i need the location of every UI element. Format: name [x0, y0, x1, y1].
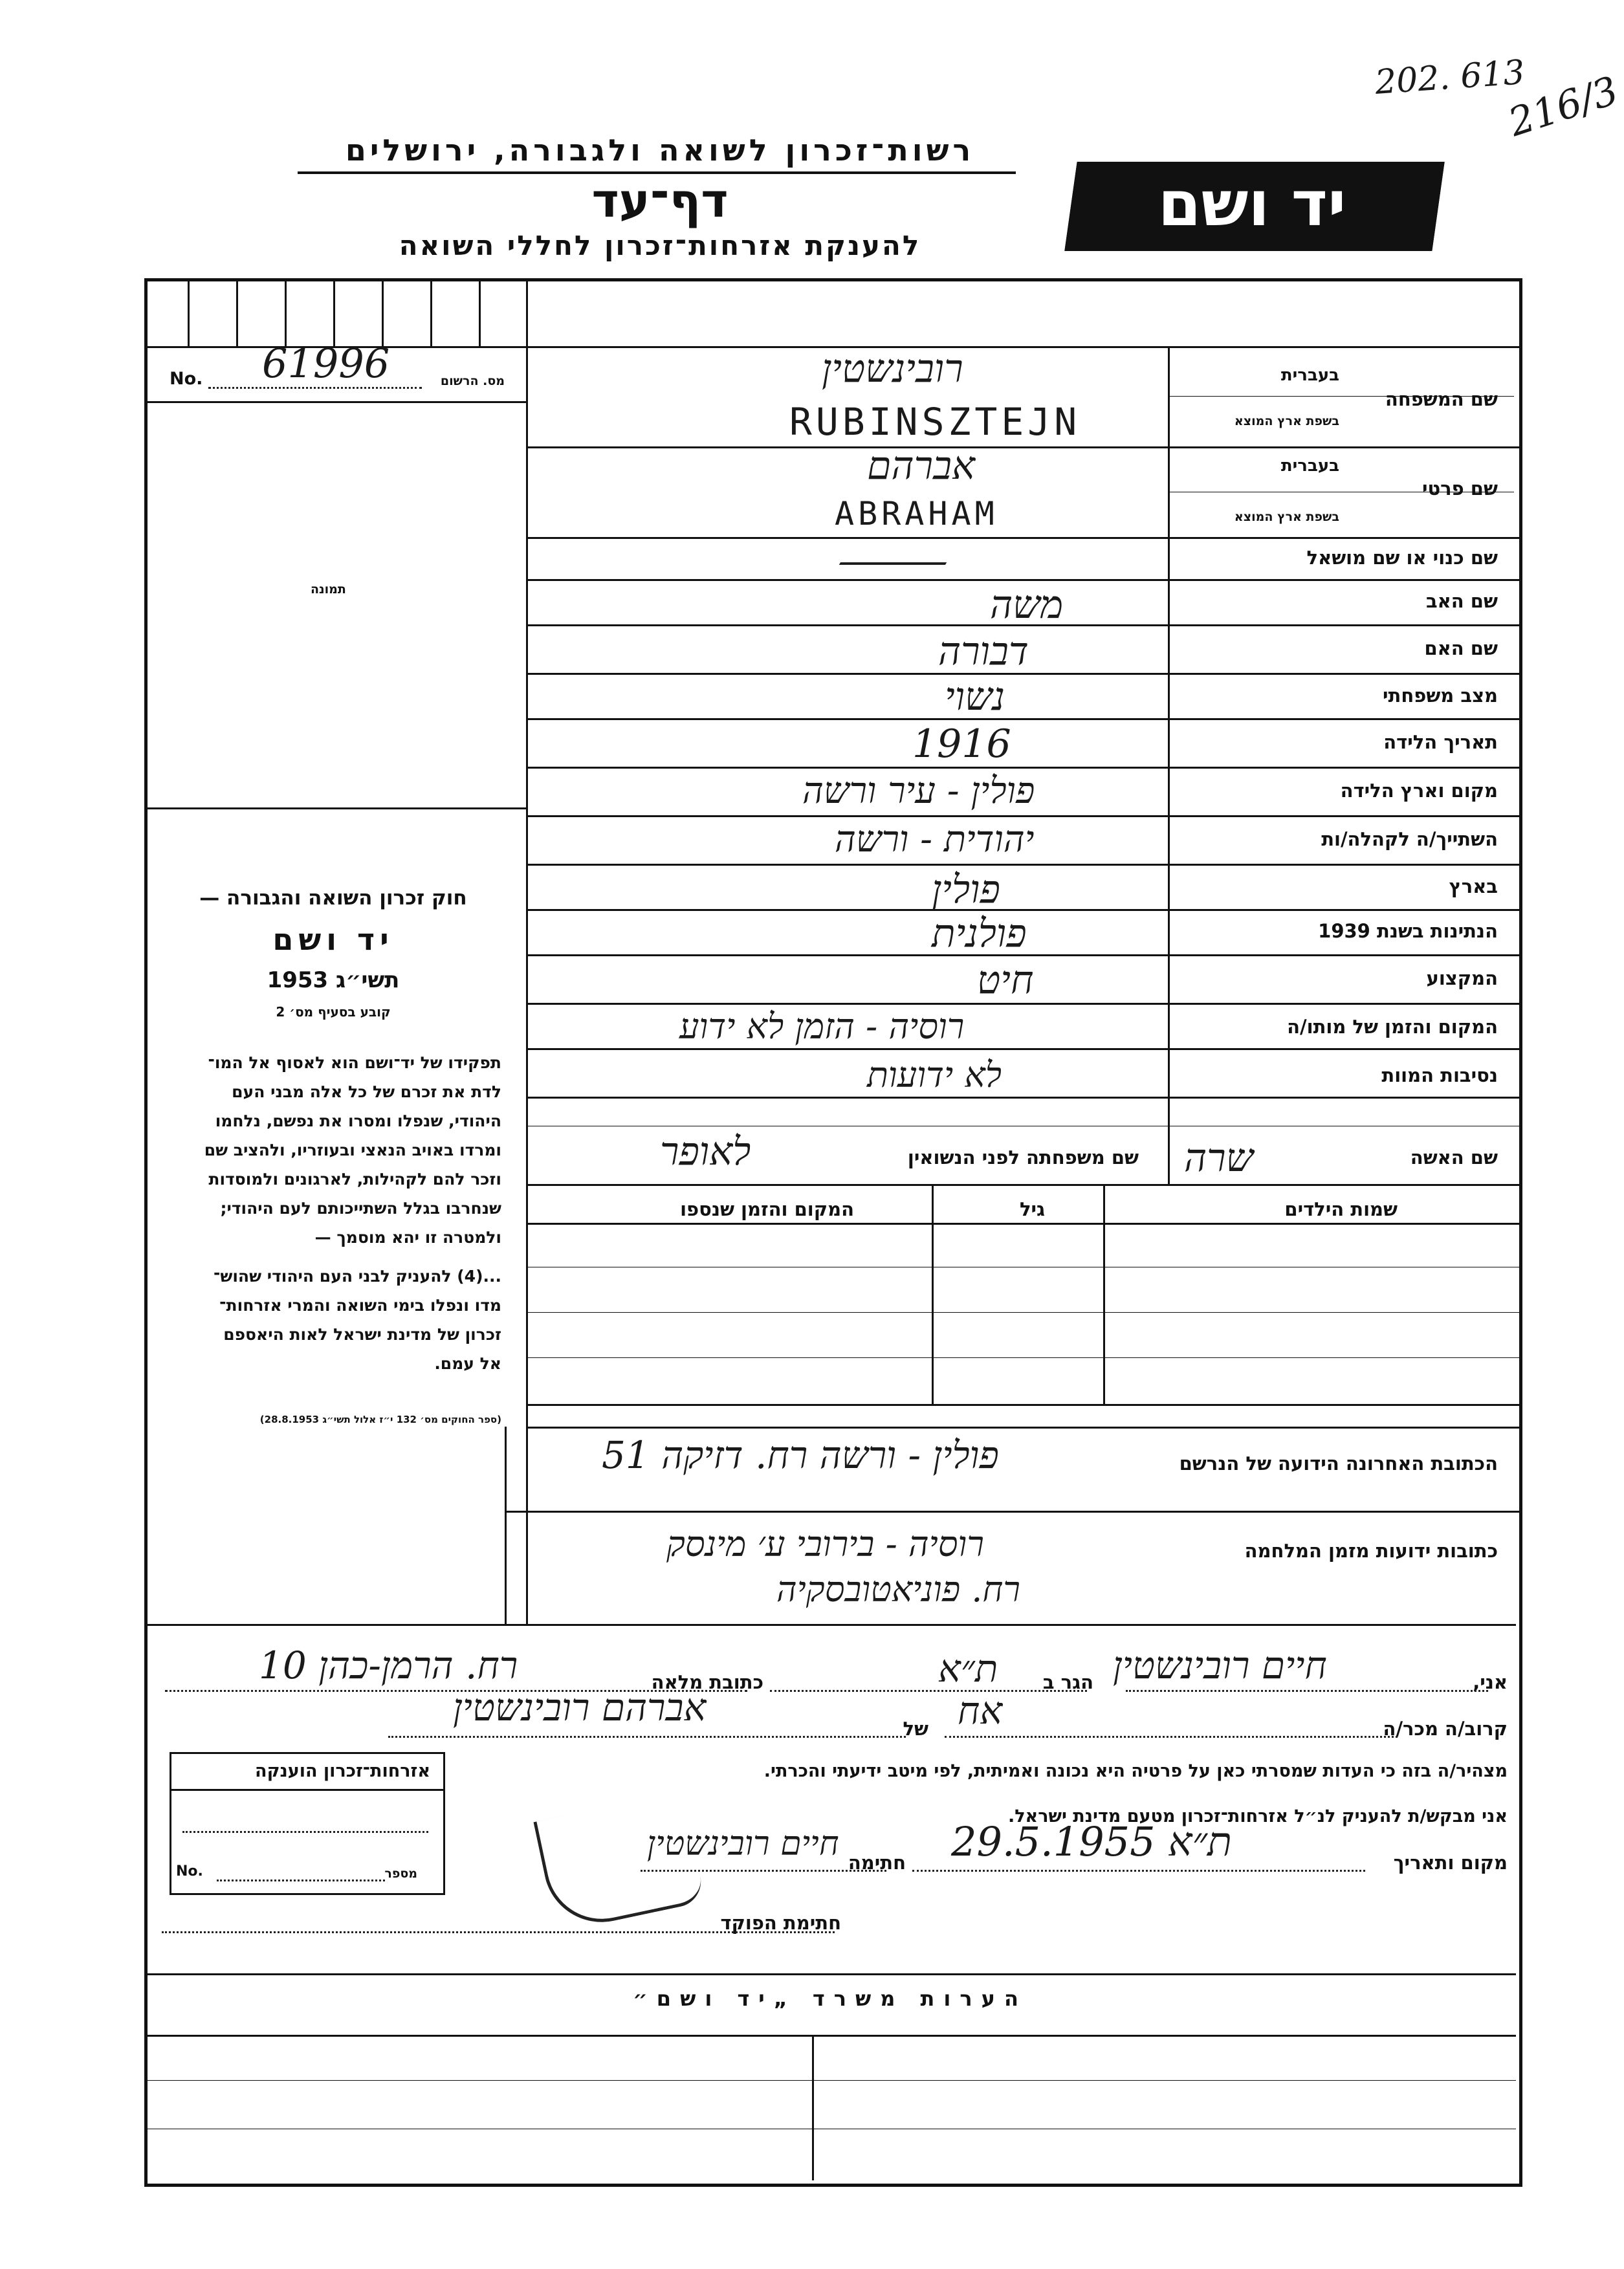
- father-label: שם האב: [1425, 590, 1498, 612]
- declarant-name: חיים רובינשטין: [1113, 1643, 1327, 1687]
- citizenship-1939-label: הנתינות בשנת 1939: [1318, 920, 1498, 942]
- community-label: השתייך/ה לקהלה/ות: [1321, 828, 1498, 850]
- law-title: חוק זכרון השואה והגבורה —: [199, 886, 467, 910]
- full-address-label: כתובת מלאה: [651, 1671, 763, 1693]
- profession-label: המקצוע: [1426, 967, 1498, 989]
- wife-maiden-label: שם משפחתה לפני הנשואין: [907, 1146, 1139, 1168]
- declaration-text-2: אני מבקש/ת להעניק לנ״ל אזרחות־זכרון מטעם מדינת ישראל.: [1007, 1806, 1508, 1826]
- birth-date-label: תאריך הלידה: [1383, 731, 1498, 753]
- yad-vashem-logo-text: יד ושם: [1158, 168, 1346, 240]
- place-date-label: מקום ותאריך: [1393, 1852, 1508, 1874]
- law-clause: קובע בסעיף מס׳ 2: [276, 1004, 391, 1020]
- mother-label: שם האם: [1424, 637, 1498, 659]
- declarant-city: ת״א: [938, 1647, 998, 1691]
- wife-maiden-value: לאופר: [660, 1129, 751, 1174]
- archive-reference: 202. 613: [1374, 52, 1526, 103]
- form-subtitle: להענקת אזרחות־זכרון לחללי השואה: [399, 230, 921, 261]
- war-address-value-1: רוסיה - בירובי ע׳ מינסק: [666, 1524, 984, 1564]
- declarant-ani-label: אני,: [1473, 1671, 1508, 1693]
- war-address-label: כתובות ידועות מזמן המלחמה: [1244, 1540, 1498, 1562]
- declaration-text-1: מצהיר/ה בזה כי העדות שמסרתי כאן על פרטיה היא נכונה ואמיתית, לפי מיטב ידיעתי והכרתי.: [763, 1761, 1508, 1781]
- last-address-label: הכתובת האחרונה הידועה של הנרשם: [1179, 1452, 1498, 1474]
- family-name-local: RUBINSZTEJN: [789, 400, 1081, 444]
- authority-heading: רשות־זכרון לשואה ולגבורה, ירושלים: [345, 133, 975, 168]
- full-address-value: רח. הרמן-כהן 10: [259, 1643, 518, 1687]
- nickname-value: —: [835, 538, 951, 584]
- community-value: יהודית - ורשה: [835, 818, 1035, 860]
- mother-value: דבורה: [938, 629, 1029, 674]
- profession-value: חיט: [977, 958, 1034, 1003]
- war-address-value-2: רח. פוניאטובסקיה: [776, 1569, 1020, 1610]
- family-name-label: שם המשפחה: [1385, 388, 1498, 410]
- law-name: יד ושם: [272, 922, 394, 957]
- wife-label: שם האשה: [1410, 1146, 1498, 1168]
- first-name-local-label: בשפת ארץ המוצא: [1234, 510, 1339, 524]
- country-label: בארץ: [1449, 875, 1498, 897]
- country-value: פולין: [932, 867, 1000, 912]
- signature-label: חתימה: [848, 1852, 906, 1874]
- birth-place-value: פולין - עיר ורשה: [802, 770, 1035, 812]
- family-name-hebrew-label: בעברית: [1280, 366, 1339, 385]
- relation-of-label: של: [903, 1718, 928, 1740]
- law-source: (ספר החוקים מס׳ 132 י״ז אלול תשי״ג 28.8.1953): [259, 1414, 501, 1425]
- law-year: תשי״ג 1953: [267, 967, 400, 993]
- marital-status-label: מצב משפחתי: [1382, 685, 1498, 707]
- official-signature-label: חתימת הפוקד: [720, 1912, 841, 1934]
- family-name-local-label: בשפת ארץ המוצא: [1234, 414, 1339, 428]
- citizenship-number-he: מספר: [384, 1867, 417, 1881]
- office-notes-title: הערות משרד „יד ושם״: [633, 1986, 1027, 2011]
- wife-name-value: שרה: [1184, 1135, 1254, 1181]
- children-names-header: שמות הילדים: [1284, 1198, 1398, 1220]
- relation-value: אח: [958, 1689, 1003, 1733]
- place-date-value: ת״א 29.5.1955: [951, 1818, 1232, 1865]
- death-place-time-label: המקום והזמן של מותו/ה: [1287, 1016, 1498, 1038]
- birth-place-label: מקום וארץ הלידה: [1340, 780, 1498, 802]
- last-address-value: פולין - ורשה רח. דזיקה 51: [602, 1433, 999, 1477]
- declarant-signature: חיים רובינשטין: [647, 1825, 839, 1863]
- photo-label: תמונה: [311, 582, 346, 597]
- first-name-hebrew: אברהם: [867, 443, 975, 488]
- citizenship-granted-title: אזרחות־זכרון הוענקה: [255, 1761, 430, 1781]
- father-value: משה: [990, 582, 1064, 628]
- death-place-time-value: רוסיה - הזמן לא ידוע: [679, 1006, 965, 1047]
- nickname-label: שם כנוי או שם מושאל: [1306, 547, 1498, 569]
- children-age-header: גיל: [1019, 1198, 1045, 1220]
- registration-label: מס. הרשום: [440, 374, 505, 388]
- form-title: דף־עד: [591, 173, 729, 228]
- law-paragraph-1: תפקידו של יד־ושם הוא לאסוף אל המו־ לדת את זכרם של כל אלה מבני העם היהודי, שנפלו ומסרו את נפשם, נלחמו ומרדו באויב הנאצי ובעוזריו, ולהציב שם וזכר להם לקהילות, לארגונים ולמוסדות שנחרבו בגלל השתייכותם לעם היהודי; ולמטרה זו יהא מוסמך —: [204, 1053, 501, 1247]
- declarant-resides-label: הגר ב: [1042, 1671, 1093, 1693]
- citizenship-number-en: No.: [176, 1863, 203, 1880]
- relation-of-name: אברהם רובינשטין: [453, 1685, 707, 1729]
- first-name-label: שם פרטי: [1421, 477, 1498, 499]
- citizenship-1939-value: פולנית: [932, 911, 1027, 956]
- children-death-header: המקום והזמן שנספו: [680, 1198, 854, 1220]
- registration-number: 61996: [262, 340, 390, 387]
- registration-label-en: No.: [170, 369, 203, 389]
- first-name-hebrew-label: בעברית: [1280, 456, 1339, 476]
- archive-reference-2: 216/3: [1503, 67, 1624, 146]
- death-circumstances-label: נסיבות המוות: [1381, 1064, 1498, 1086]
- death-circumstances-value: לא ידועות: [867, 1055, 1002, 1095]
- law-paragraph-2: ...(4) להעניק לבני העם היהודי שהוש־ מדו ונפלו בימי השואה והמרי אזרחות־ זכרון של מדינת ישראל לאות היאספם אל עמם.: [213, 1267, 501, 1373]
- birth-date-value: 1916: [912, 721, 1011, 767]
- marital-status-value: נשוי: [945, 674, 1005, 719]
- relation-label: קרוב/ה מכר/ה: [1383, 1718, 1508, 1740]
- family-name-hebrew: רובינשטין: [822, 346, 963, 391]
- first-name-local: ABRAHAM: [835, 495, 998, 532]
